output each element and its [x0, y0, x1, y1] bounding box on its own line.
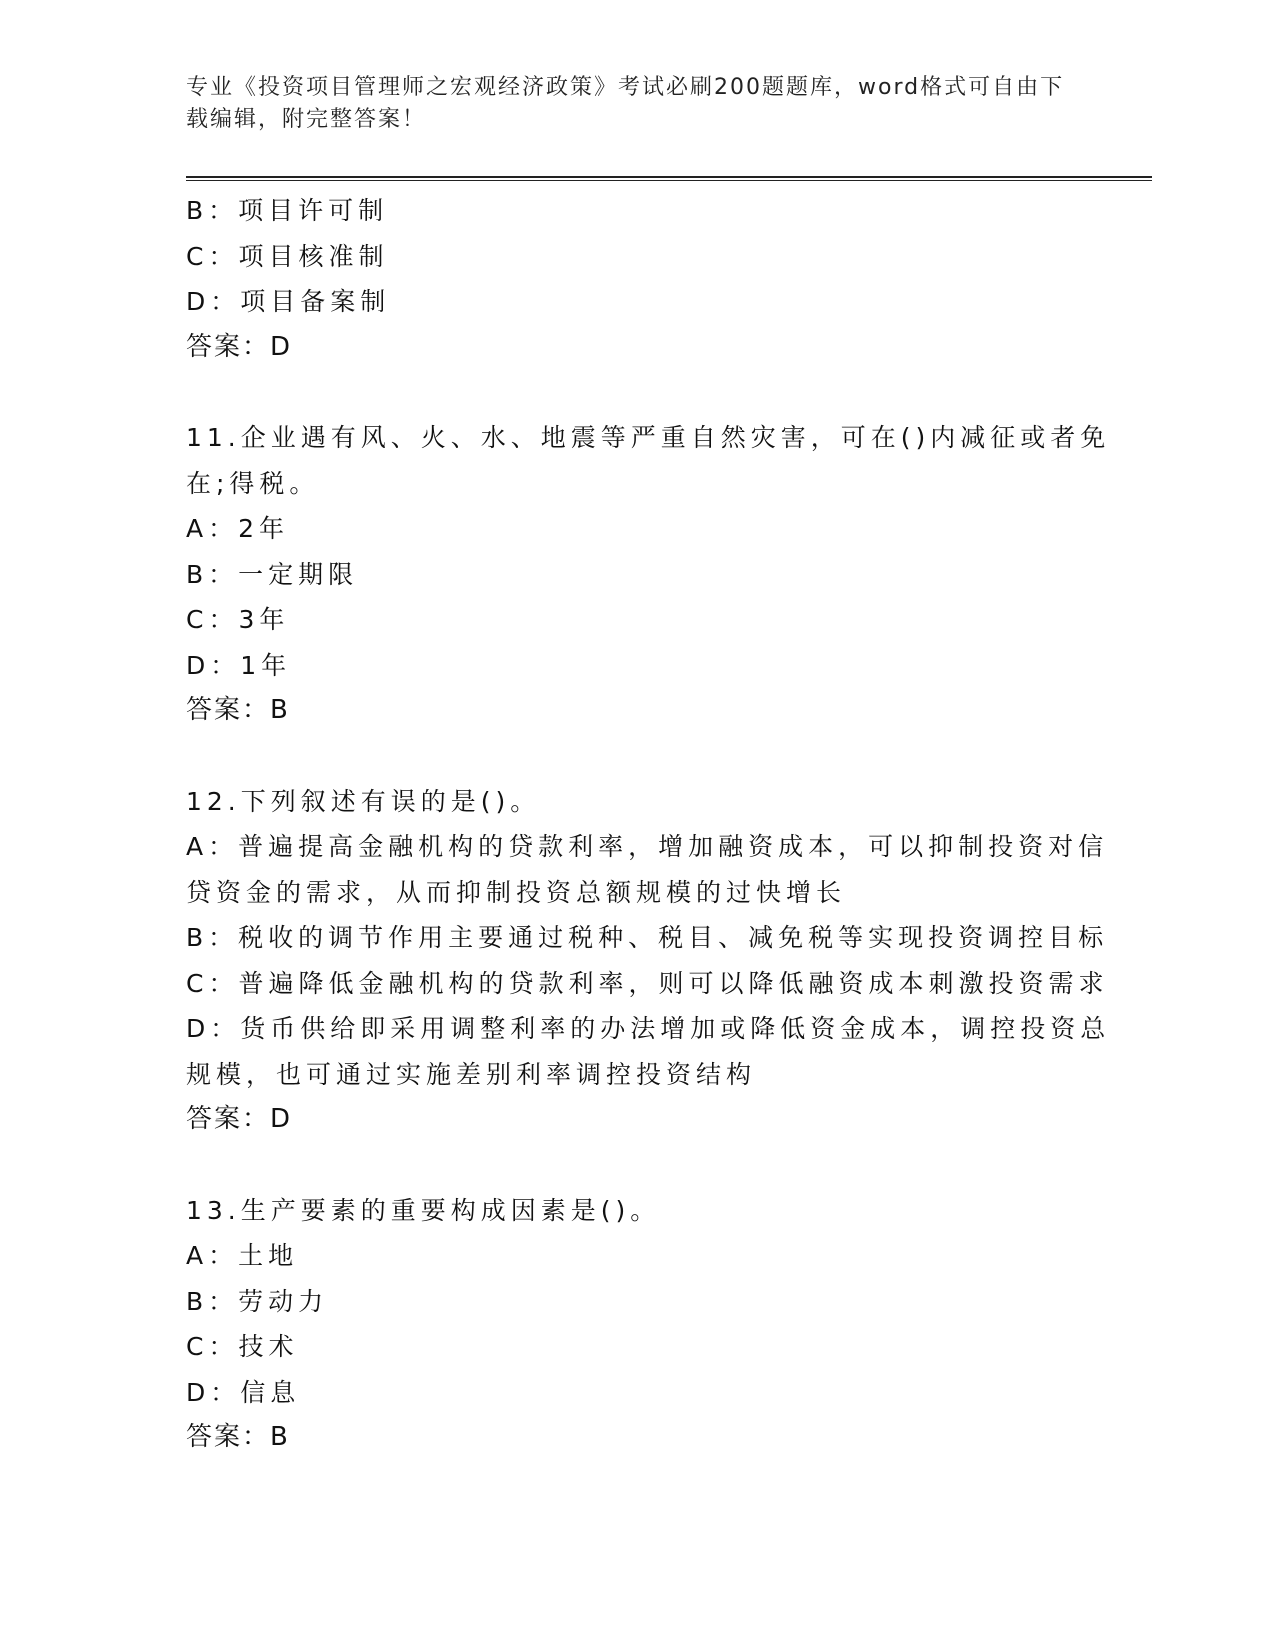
- q13-option-b: B：劳动力: [186, 1286, 329, 1316]
- q12-stem: 12.下列叙述有误的是()。: [186, 786, 541, 816]
- q12-option-d-line1: D：货币供给即采用调整利率的办法增加或降低资金成本，调控投资总: [186, 1014, 1111, 1043]
- q13-option-d: D：信息: [186, 1377, 301, 1407]
- q11-answer: 答案：B: [186, 695, 290, 725]
- q12-option-a-line1: A：普遍提高金融机构的贷款利率，增加融资成本，可以抑制投资对信: [186, 832, 1109, 861]
- q13-option-a: A：土地: [186, 1241, 299, 1270]
- q12-option-a-line2: 贷资金的需求，从而抑制投资总额规模的过快增长: [186, 877, 847, 907]
- q13-option-c: C：技术: [186, 1332, 299, 1361]
- prev-option-c: C：项目核准制: [186, 241, 389, 271]
- q12-option-b: B：税收的调节作用主要通过税种、税目、减免税等实现投资调控目标: [186, 923, 1109, 952]
- question-content: [186, 188, 1111, 1461]
- q13-stem: 13.生产要素的重要构成因素是()。: [186, 1195, 661, 1225]
- q11-option-b: B：一定期限: [186, 559, 359, 589]
- q11-stem-line1: 11.企业遇有风、火、水、地震等严重自然灾害，可在()内减征或者免: [186, 423, 1111, 452]
- prev-answer: 答案：D: [186, 331, 293, 362]
- q13-answer: 答案：B: [186, 1422, 290, 1452]
- q11-option-c: C：3年: [186, 605, 290, 634]
- prev-option-d: D：项目备案制: [186, 287, 391, 316]
- q12-option-d-line2: 规模，也可通过实施差别利率调控投资结构: [186, 1059, 757, 1089]
- q11-stem-line2: 在;得税。: [186, 468, 320, 498]
- prev-option-b: B：项目许可制: [186, 196, 389, 225]
- q12-answer: 答案：D: [186, 1104, 293, 1134]
- q11-option-d: D：1年: [186, 650, 292, 680]
- q11-option-a: A：2年: [186, 514, 290, 543]
- header-divider: [186, 176, 1152, 178]
- document-header: 专业《投资项目管理师之宏观经济政策》考试必刷200题题库，word格式可自由下载编辑，附完整答案！: [186, 75, 1065, 132]
- q12-option-c: C：普遍降低金融机构的贷款利率，则可以降低融资成本刺激投资需求: [186, 968, 1109, 998]
